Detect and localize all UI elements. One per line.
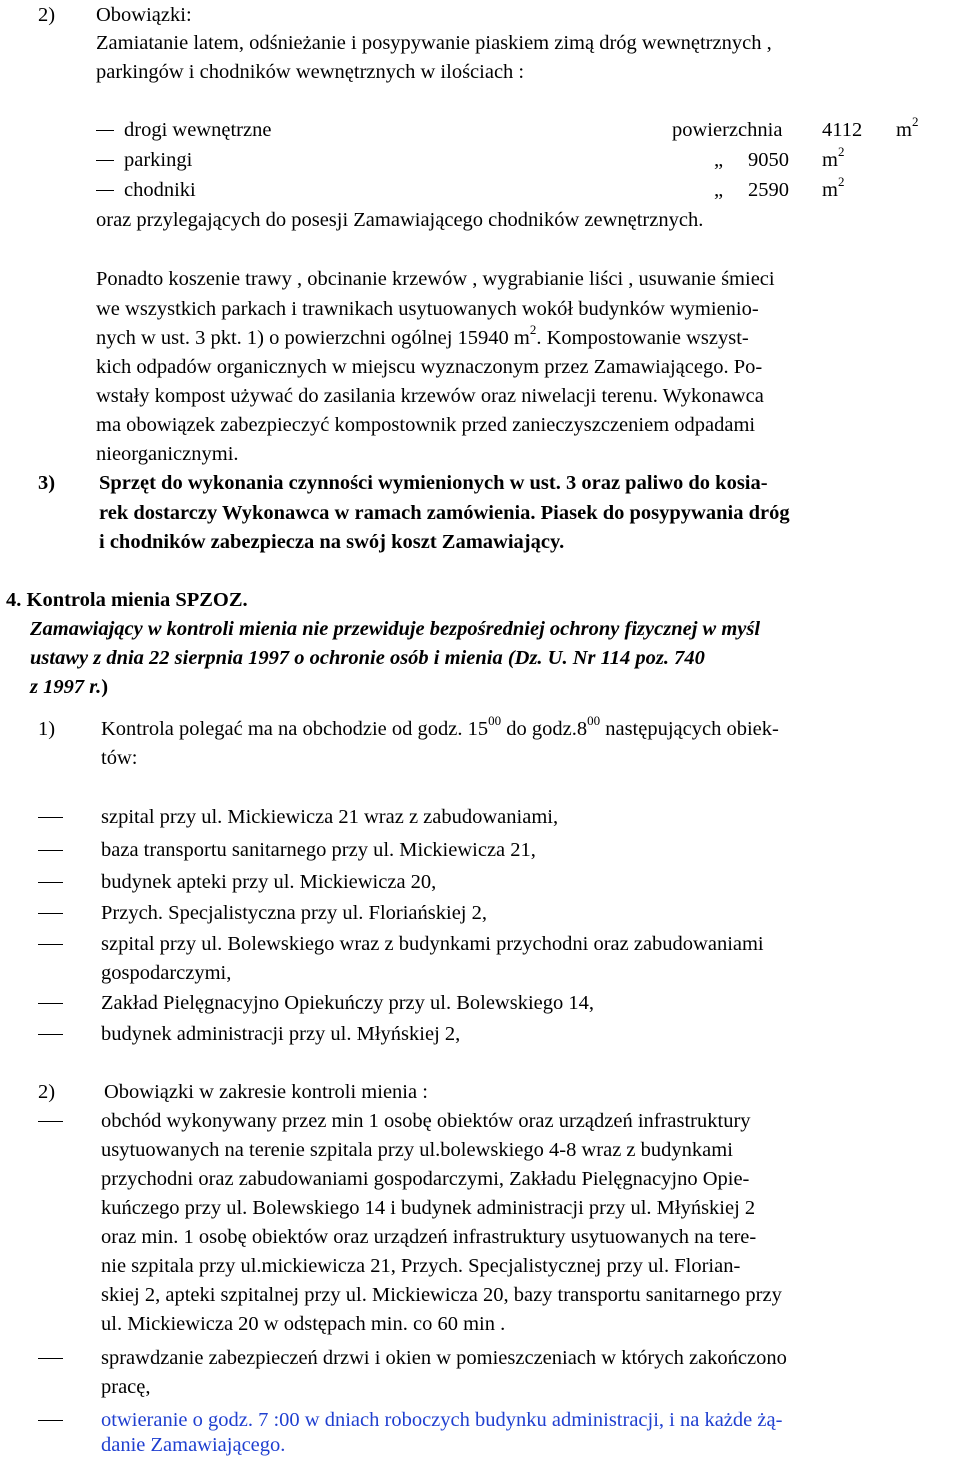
object-item: szpital przy ul. Bolewskiego wraz z budynkami przychodni oraz zabudowaniami — [101, 933, 764, 955]
section-3-number: 3) — [38, 472, 56, 494]
item-1-line: Kontrola polegać ma na obchodzie od godz. $15^{00}$ do $godz.8^{00}$ następujących obiek- — [101, 713, 779, 740]
dash-icon — [38, 882, 63, 883]
para-line: nych w ust. 3 pkt. 1) o powierzchni ogólnej 15940 $m^2$. Kompostowanie wszyst- — [96, 322, 749, 349]
area-value: 4112 — [822, 119, 863, 141]
para-line: we wszystkich parkach i trawnikach usytuowanych wokół budynków wymienio- — [96, 298, 759, 320]
intro-line-2: parkingów i chodników wewnętrznych w ilościach : — [96, 61, 525, 83]
area-value: 2590 — [748, 179, 789, 201]
item-1-line: tów: — [101, 747, 138, 769]
italic-line: z 1997 r.) — [30, 676, 109, 698]
dash-icon — [38, 1121, 63, 1122]
area-prefix: „ — [714, 149, 724, 171]
duty-line: obchód wykonywany przez min 1 osobę obiektów oraz urządzeń infrastruktury — [101, 1110, 751, 1132]
dash-icon — [96, 190, 114, 191]
duty-line: pracę, — [101, 1376, 151, 1398]
area-prefix: „ — [714, 179, 724, 201]
item-2-number: 2) — [38, 1081, 56, 1103]
duty-line-highlighted: otwieranie o godz. 7 :00 w dniach roboczych budynku administracji, i na każde żą- — [101, 1409, 783, 1431]
object-item: budynek apteki przy ul. Mickiewicza 20, — [101, 871, 437, 893]
object-item: baza transportu sanitarnego przy ul. Mickiewicza 21, — [101, 839, 536, 861]
para-line: ma obowiązek zabezpieczyć kompostownik przed zanieczyszczeniem odpadami — [96, 414, 756, 436]
para-line: kich odpadów organicznych w miejscu wyznaczonym przez Zamawiającego. Po- — [96, 356, 763, 378]
duty-line: oraz min. 1 osobę obiektów oraz urządzeń infrastruktury usytuowanych na tere- — [101, 1226, 757, 1248]
object-item: budynek administracji przy ul. Młyńskiej 2, — [101, 1023, 461, 1045]
area-label: parkingi — [124, 149, 193, 171]
item-2-title: Obowiązki w zakresie kontroli mienia : — [104, 1081, 428, 1103]
area-prefix: powierzchnia — [672, 119, 783, 141]
section-2-title: Obowiązki: — [96, 4, 192, 26]
object-item: gospodarczymi, — [101, 962, 232, 984]
duty-line: sprawdzanie zabezpieczeń drzwi i okien w pomieszczeniach w których zakończono — [101, 1347, 787, 1369]
duty-line: kuńczego przy ul. Bolewskiego 14 i budynek administracji przy ul. Młyńskiej 2 — [101, 1197, 756, 1219]
dash-icon — [38, 1358, 63, 1359]
area-label: drogi wewnętrzne — [124, 119, 272, 141]
section-3-line: Sprzęt do wykonania czynności wymienionych w ust. 3 oraz paliwo do kosia- — [99, 472, 768, 494]
area-value: 9050 — [748, 149, 789, 171]
area-unit: $m^2$ — [822, 144, 845, 171]
duty-line: skiej 2, apteki szpitalnej przy ul. Mickiewicza 20, bazy transportu sanitarnego przy — [101, 1284, 782, 1306]
dash-icon — [38, 850, 63, 851]
section-4-heading: 4. Kontrola mienia SPZOZ. — [6, 589, 248, 611]
duty-line: usytuowanych na terenie szpitala przy ul.bolewskiego 4-8 wraz z budynkami — [101, 1139, 733, 1161]
dash-icon — [38, 913, 63, 914]
intro-line-1: Zamiatanie latem, odśnieżanie i posypywanie piaskiem zimą dróg wewnętrznych , — [96, 32, 772, 54]
dash-icon — [38, 817, 63, 818]
section-3-line: rek dostarczy Wykonawca w ramach zamówienia. Piasek do posypywania dróg — [99, 502, 790, 524]
section-2-number: 2) — [38, 4, 56, 26]
duty-line: nie szpitala przy ul.mickiewicza 21, Przych. Specjalistycznej przy ul. Florian- — [101, 1255, 741, 1277]
areas-footer: oraz przylegających do posesji Zamawiającego chodników zewnętrznych. — [96, 209, 704, 231]
para-line: Ponadto koszenie trawy , obcinanie krzewów , wygrabianie liści , usuwanie śmieci — [96, 268, 775, 290]
italic-line: Zamawiający w kontroli mienia nie przewiduje bezpośredniej ochrony fizycznej w myśl — [30, 618, 761, 640]
dash-icon — [38, 944, 63, 945]
object-item: szpital przy ul. Mickiewicza 21 wraz z zabudowaniami, — [101, 806, 559, 828]
duty-line-highlighted: danie Zamawiającego. — [101, 1434, 286, 1456]
area-unit: $m^2$ — [896, 114, 919, 141]
object-item: Przych. Specjalistyczna przy ul. Floriańskiej 2, — [101, 902, 487, 924]
dash-icon — [96, 130, 114, 131]
object-item: Zakład Pielęgnacyjno Opiekuńczy przy ul. Bolewskiego 14, — [101, 992, 595, 1014]
duty-line: przychodni oraz zabudowaniami gospodarczymi, Zakładu Pielęgnacyjno Opie- — [101, 1168, 750, 1190]
dash-icon — [38, 1003, 63, 1004]
item-1-number: 1) — [38, 718, 56, 740]
dash-icon — [38, 1034, 63, 1035]
section-3-line: i chodników zabezpiecza na swój koszt Zamawiający. — [99, 531, 565, 553]
dash-icon — [38, 1420, 63, 1421]
para-line: wstały kompost używać do zasilania krzewów oraz niwelacji terenu. Wykonawca — [96, 385, 764, 407]
area-label: chodniki — [124, 179, 196, 201]
dash-icon — [96, 160, 114, 161]
area-unit: $m^2$ — [822, 174, 845, 201]
duty-line: ul. Mickiewicza 20 w odstępach min. co 60 min . — [101, 1313, 506, 1335]
para-line: nieorganicznymi. — [96, 443, 239, 465]
italic-line: ustawy z dnia 22 sierpnia 1997 o ochronie osób i mienia (Dz. U. Nr 114 poz. 740 — [30, 647, 705, 669]
